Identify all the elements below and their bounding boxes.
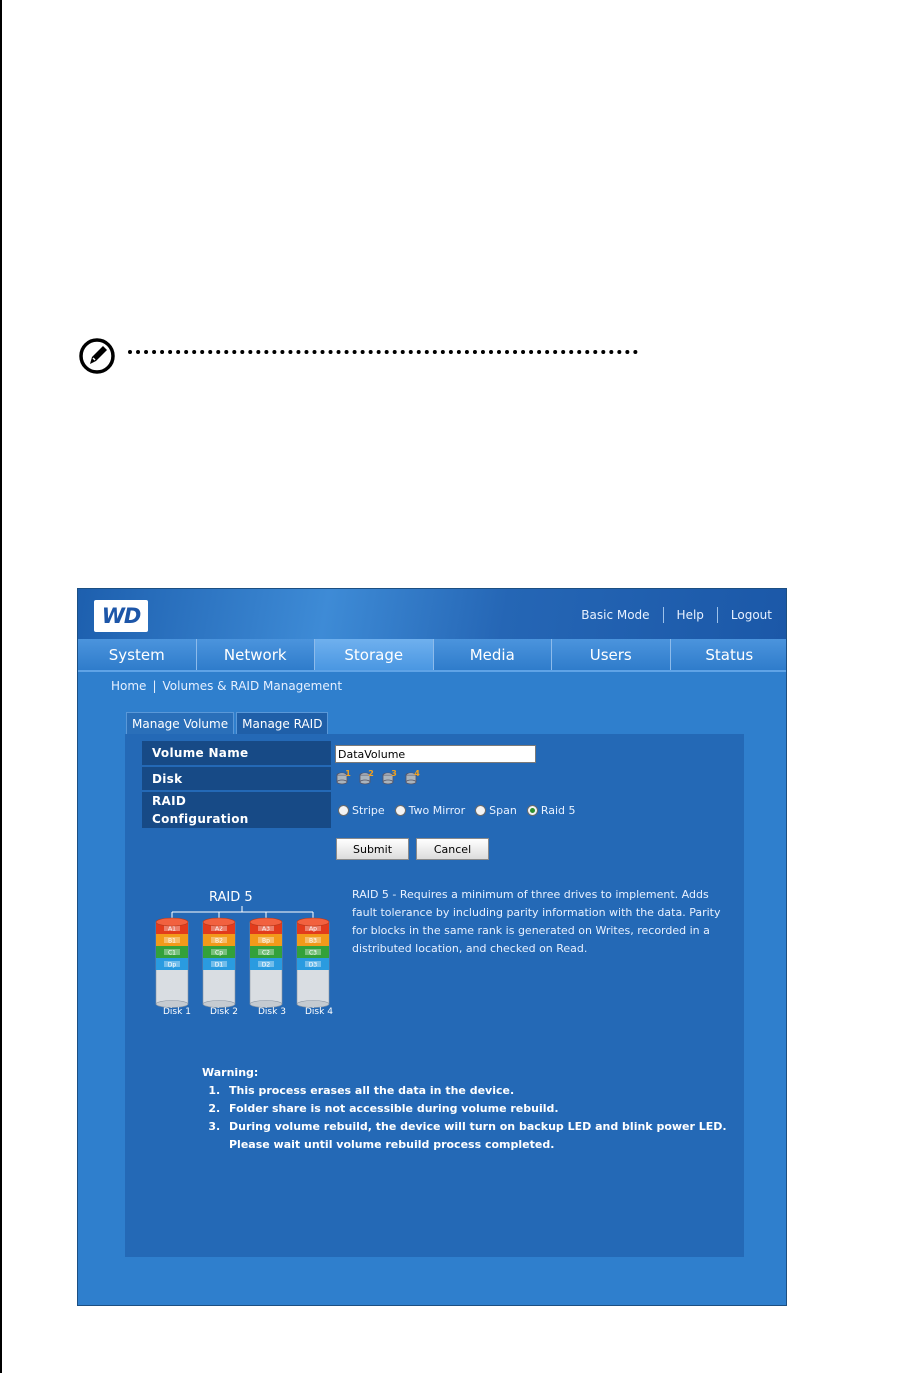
block-label: D2 [261,961,271,969]
cylinder-top [156,918,188,926]
disk-1-label: Disk 1 [163,1007,191,1017]
warning-item: 2. Folder share is not accessible during volume rebuild. [224,1100,744,1118]
disk-icon[interactable] [335,769,352,786]
warning-item: 1. This process erases all the data in the device. [224,1082,744,1100]
disk-4-label: Disk 4 [305,1007,333,1017]
raid-options [338,804,586,817]
block-label: A3 [262,925,270,933]
breadcrumb-separator: | [152,679,157,693]
cylinder-top [250,918,282,926]
tab-users[interactable]: Users [552,639,671,670]
volume-name-label: Volume Name [142,741,331,765]
volume-name-input[interactable] [335,745,536,763]
block-label: B2 [215,937,223,945]
basic-mode-link[interactable]: Basic Mode [581,608,650,622]
logout-link[interactable]: Logout [730,608,772,622]
block-label: C1 [167,949,177,957]
block-label: C2 [261,949,271,957]
radio-stripe[interactable] [338,804,385,817]
disk-number: 3 [391,769,397,778]
manage-raid-panel [125,734,744,1257]
cylinder-top [203,918,235,926]
raid5-diagram [155,904,335,1024]
disk-2-label: Disk 2 [210,1007,238,1017]
tab-storage[interactable]: Storage [315,639,434,670]
subtab-manage-raid[interactable]: Manage RAID [236,712,328,735]
warning-box [202,1064,744,1154]
raid-label-line2: Configuration [152,812,249,826]
raid5-description: RAID 5 - Requires a minimum of three drives to implement. Adds fault tolerance by including parity information with the data. Parity for blocks in the same rank is generated on Writes, recorded in a distributed location, and checked on Read. [352,888,721,955]
note-pen-icon [78,337,116,375]
tab-status[interactable]: Status [671,639,788,670]
radio-label: Stripe [352,804,385,817]
block-label: Dp [167,961,177,969]
radio-span[interactable] [475,804,517,817]
disk-icon[interactable] [358,769,375,786]
page-margin-rule [0,0,2,1373]
app-header [78,589,787,639]
disk-number: 4 [414,769,420,778]
warning-title: Warning: [202,1066,259,1079]
wd-logo: WD [94,600,148,632]
disk-icon[interactable] [381,769,398,786]
block-label: B1 [168,937,176,945]
subtab-manage-volume[interactable]: Manage Volume [126,712,234,735]
header-links [581,607,772,623]
warning-item: 3. During volume rebuild, the device will turn on backup LED and blink power LED. Please wait until volume rebuild process completed. [224,1118,744,1154]
breadcrumb-home[interactable]: Home [111,679,147,693]
disk-number: 1 [345,769,351,778]
radio-raid5[interactable] [527,804,576,817]
cancel-button[interactable]: Cancel [416,838,489,860]
block-label: Bp [262,937,270,945]
note-divider [128,350,638,354]
block-label: A2 [215,925,223,933]
block-label: C3 [308,949,318,957]
disk-cylinder [250,918,282,1008]
tab-media[interactable]: Media [434,639,553,670]
subtabs [126,712,330,735]
cylinder-top [297,918,329,926]
disk-icons [335,769,427,786]
block-label: B3 [309,937,317,945]
block-label: D3 [308,961,318,969]
submit-button[interactable]: Submit [336,838,409,860]
disk-label: Disk [142,767,331,790]
warning-list [202,1082,744,1154]
raid-label-line1: RAID [152,794,187,808]
radio-circle[interactable] [338,805,349,816]
disk-3-label: Disk 3 [258,1007,286,1017]
block-label: Ap [309,925,317,933]
raid-configuration-label [142,792,331,828]
nas-admin-screenshot [77,588,787,1306]
tab-network[interactable]: Network [197,639,316,670]
block-label: Cp [215,949,223,957]
block-label: A1 [168,925,176,933]
link-divider [663,607,664,623]
main-nav [78,639,787,672]
radio-circle[interactable] [475,805,486,816]
radio-label: Raid 5 [540,804,576,817]
radio-label: Two Mirror [408,804,466,817]
disk-number: 2 [368,769,374,778]
disk-icon[interactable] [404,769,421,786]
radio-circle-selected[interactable] [527,805,538,816]
tab-system[interactable]: System [78,639,197,670]
breadcrumb-current: Volumes & RAID Management [162,679,343,693]
disk-cylinder [156,918,188,1008]
help-link[interactable]: Help [676,608,704,622]
breadcrumb [111,679,342,693]
radio-circle[interactable] [395,805,406,816]
radio-two-mirror[interactable] [395,804,466,817]
block-label: D1 [214,961,224,969]
radio-label: Span [489,804,517,817]
link-divider [717,607,718,623]
disk-cylinder [203,918,235,1008]
disk-cylinder [297,918,329,1008]
raid5-diagram-title: RAID 5 [209,890,253,905]
